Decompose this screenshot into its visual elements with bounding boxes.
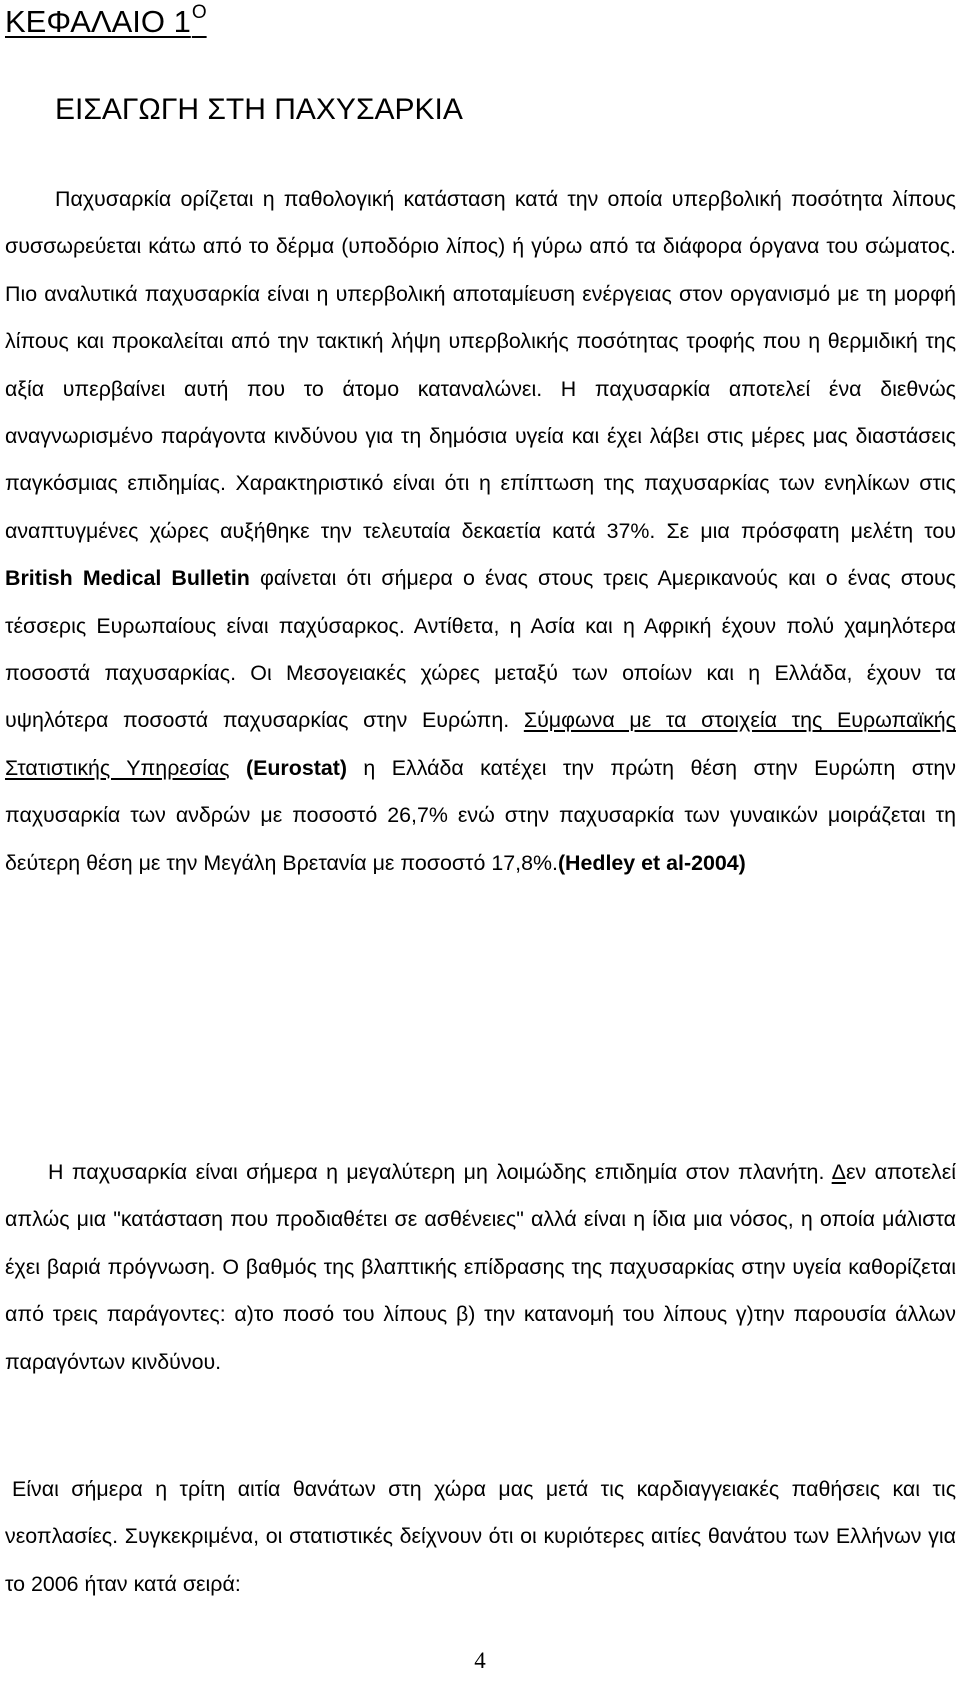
journal-name: British Medical Bulletin — [5, 566, 250, 591]
paragraph-text — [230, 756, 246, 780]
page-number: 4 — [474, 1648, 486, 1673]
body-paragraph-2 — [5, 1149, 956, 1386]
section-title: ΕΙΣΑΓΩΓΗ ΣΤΗ ΠΑΧΥΣΑΡΚΙΑ — [55, 93, 463, 126]
chapter-heading — [5, 0, 207, 44]
underlined-letter: Δ — [831, 1160, 846, 1184]
chapter-ordinal-superscript: Ο — [191, 2, 207, 23]
citation: (Hedley et al-2004) — [557, 850, 746, 875]
paragraph-text: Είναι σήμερα η τρίτη αιτία θανάτων στη χώρα μας μετά τις καρδιαγγειακές παθήσεις και τις νεοπλασίες. Συγκεκριμένα, οι στατιστικές δείχνουν ότι οι κυριότερες αιτίες θανάτου των Ελλήνων για το 2006 ήταν κατά σειρά: — [5, 1477, 956, 1596]
body-paragraph-3 — [5, 1466, 956, 1608]
chapter-label: ΚΕΦΑΛΑΙΟ 1 — [5, 4, 191, 39]
body-paragraph-1 — [5, 176, 956, 887]
paragraph-text: Η παχυσαρκία είναι σήμερα η μεγαλύτερη μη λοιμώδης επιδημία στον πλανήτη. — [48, 1160, 832, 1184]
paragraph-text: φαίνεται ότι σήμερα ο ένας στους τρεις Αμερικανούς και ο ένας στους τέσσερις Ευρωπαίους είναι παχύσαρκος. Αντίθετα, η Ασία και η Αφρική έχουν πολύ χαμηλότερα ποσοστά παχυσαρκίας. Οι Μεσογειακές χώρες μεταξύ των οποίων και η Ελλάδα, έχουν τα υψηλότερα ποσοστά παχυσαρκίας στην Ευρώπη. — [5, 566, 956, 733]
underlined-source: Σύμφωνα με τα στοιχεία της Ευρωπαϊκής Στατιστικής Υπηρεσίας — [5, 708, 956, 780]
eurostat-label: (Eurostat) — [245, 755, 347, 780]
paragraph-text: Παχυσαρκία ορίζεται η παθολογική κατάσταση κατά την οποία υπερβολική ποσότητα λίπους συσσωρεύεται κάτω από το δέρμα (υποδόριο λίπος) ή γύρω από τα διάφορα όργανα του σώματος. Πιο αναλυτικά παχυσαρκία είναι η υπερβολική αποταμίευση ενέργειας στον οργανισμό με τη μορφή λίπους και προκαλείται από την τακτική λήψη υπερβολικής ποσότητας τροφής που η θερμιδική της αξία υπερβαίνει αυτή που το άτομο καταναλώνει. Η παχυσαρκία αποτελεί ένα διεθνώς αναγνωρισμένο παράγοντα κινδύνου για τη δημόσια υγεία και έχει λάβει στις μέρες μας διαστάσεις παγκόσμιας επιδημίας. Χαρακτηριστικό είναι ότι η επίπτωση της παχυσαρκίας των ενηλίκων στις αναπτυγμένες χώρες αυξήθηκε την τελευταία δεκαετία κατά 37%. Σε μια πρόσφατη μελέτη του — [5, 187, 956, 543]
paragraph-text: η Ελλάδα κατέχει την πρώτη θέση στην Ευρώπη στην παχυσαρκία των ανδρών με ποσοστό 26,7% ενώ στην παχυσαρκία των γυναικών μοιράζεται τη δεύτερη θέση με την Μεγάλη Βρετανία με ποσοστό 17,8%. — [5, 755, 956, 875]
paragraph-text: εν αποτελεί απλώς μια "κατάσταση που προδιαθέτει σε ασθένειες" αλλά είναι η ίδια μια νόσος, η οποία μάλιστα έχει βαριά πρόγνωση. Ο βαθμός της βλαπτικής επίδρασης της παχυσαρκίας στην υγεία καθορίζεται από τρεις παράγοντες: α)το ποσό του λίπους β) την κατανομή του λίπους γ)την παρουσία άλλων παραγόντων κινδύνου. — [5, 1160, 957, 1374]
